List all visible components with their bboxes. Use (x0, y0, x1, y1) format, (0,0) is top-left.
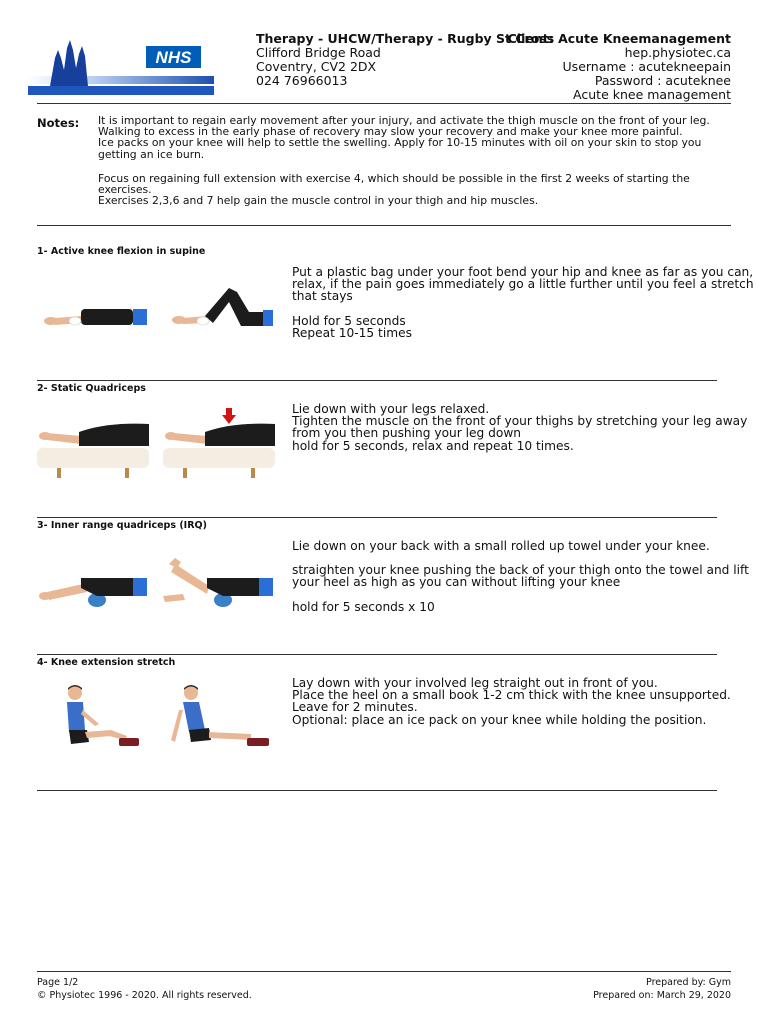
exercise-3-image-end (163, 544, 275, 618)
exercise-3-title: 3- Inner range quadriceps (IRQ) (37, 520, 207, 531)
nhs-logo-icon (28, 28, 214, 98)
exercise-2-image-start (37, 406, 149, 480)
client-title: Client: Acute Kneemanagement (507, 31, 731, 46)
exercise-3-image-start (37, 544, 149, 618)
exercise-3-instructions (292, 540, 756, 613)
exercise-1-image-start (37, 268, 149, 342)
clinic-name: Therapy - UHCW/Therapy - Rugby St Cross (256, 31, 555, 46)
exercise-2-title: 2- Static Quadriceps (37, 383, 146, 394)
notes-line: Exercises 2,3,6 and 7 help gain the muscle control in your thigh and hip muscles. (98, 194, 539, 208)
exercise-3-text: Lie down on your back with a small rolled up towel under your knee. (292, 539, 710, 553)
exercise-4-text: Optional: place an ice pack on your knee while holding the position. (292, 712, 707, 727)
exercise-4-image-start (37, 680, 149, 754)
exercise-4-title: 4- Knee extension stretch (37, 657, 176, 668)
copyright: © Physiotec 1996 - 2020. All rights reserved. (37, 989, 252, 1001)
notes-divider (37, 225, 731, 226)
exercise-1-text: Put a plastic bag under your foot bend your hip and knee as far as you can, relax, if the pain goes immediately go a little further until you feel a stretch that stays (292, 265, 754, 304)
exercise-2-divider (37, 517, 717, 518)
client-info (508, 32, 731, 102)
footer-right (593, 977, 731, 1002)
exercise-2-text: Tighten the muscle on the front of your thighs by stretching your leg away from you then pushing your leg down (292, 414, 748, 441)
exercise-3-text: straighten your knee pushing the back of your thigh onto the towel and lift your heel as high as you can without lifting your knee (292, 563, 749, 590)
exercise-2-text: hold for 5 seconds, relax and repeat 10 times. (292, 438, 574, 453)
prepared-on: Prepared on: March 29, 2020 (593, 989, 731, 1001)
prepared-by: Prepared by: Gym (646, 977, 731, 988)
clinic-address-line2: Coventry, CV2 2DX (256, 59, 377, 74)
notes-line: Ice packs on your knee will help to settle the swelling. Apply for 10-15 minutes with oil on your skin to stop you getting an ice burn. (98, 136, 702, 161)
client-password: Password : acuteknee (594, 73, 731, 88)
exercise-4-divider (37, 790, 717, 791)
notes-label: Notes: (37, 116, 80, 130)
notes-body (98, 115, 734, 206)
exercise-1-text: Repeat 10-15 times (292, 325, 412, 340)
footer-divider (37, 971, 731, 972)
client-program: Acute knee management (573, 87, 731, 102)
exercise-2-text: Lie down with your legs relaxed. (292, 402, 490, 416)
exercise-4-instructions (292, 677, 756, 726)
clinic-address-line1: Clifford Bridge Road (256, 45, 381, 60)
page-number: Page 1/2 (37, 977, 79, 988)
exercise-4-text: Lay down with your involved leg straight out in front of you. (292, 676, 658, 690)
notes-line: Focus on regaining full extension with exercise 4, which should be possible in the first 2 weeks of starting the exercises. (98, 171, 690, 197)
notes-line: Walking to excess in the early phase of recovery may slow your recovery and make your knee more painful. (98, 125, 683, 139)
exercise-2-image-end (163, 406, 275, 480)
client-website[interactable]: hep.physiotec.ca (624, 45, 731, 60)
client-username: Username : acutekneepain (562, 59, 731, 74)
exercise-4-image-end (163, 680, 275, 754)
arrow-down-icon (222, 408, 236, 424)
exercise-1-image-end (163, 268, 275, 342)
footer-left (37, 977, 252, 1002)
clinic-phone: 024 76966013 (256, 73, 348, 88)
exercise-3-text: hold for 5 seconds x 10 (292, 599, 435, 614)
header-divider (37, 103, 731, 104)
exercise-4-text: Place the heel on a small book 1-2 cm thick with the knee unsupported. Leave for 2 minutes. (292, 688, 731, 715)
notes-line: It is important to regain early movement after your injury, and activate the thigh muscle on the front of your leg. (98, 114, 710, 127)
exercise-1-title: 1- Active knee flexion in supine (37, 246, 206, 257)
nhs-logo-text: NHS (155, 48, 192, 67)
exercise-1-instructions (292, 266, 756, 339)
exercise-2-instructions (292, 403, 756, 452)
exercise-1-divider (37, 380, 717, 381)
exercise-3-divider (37, 654, 717, 655)
exercise-1-text: Hold for 5 seconds (292, 313, 406, 328)
